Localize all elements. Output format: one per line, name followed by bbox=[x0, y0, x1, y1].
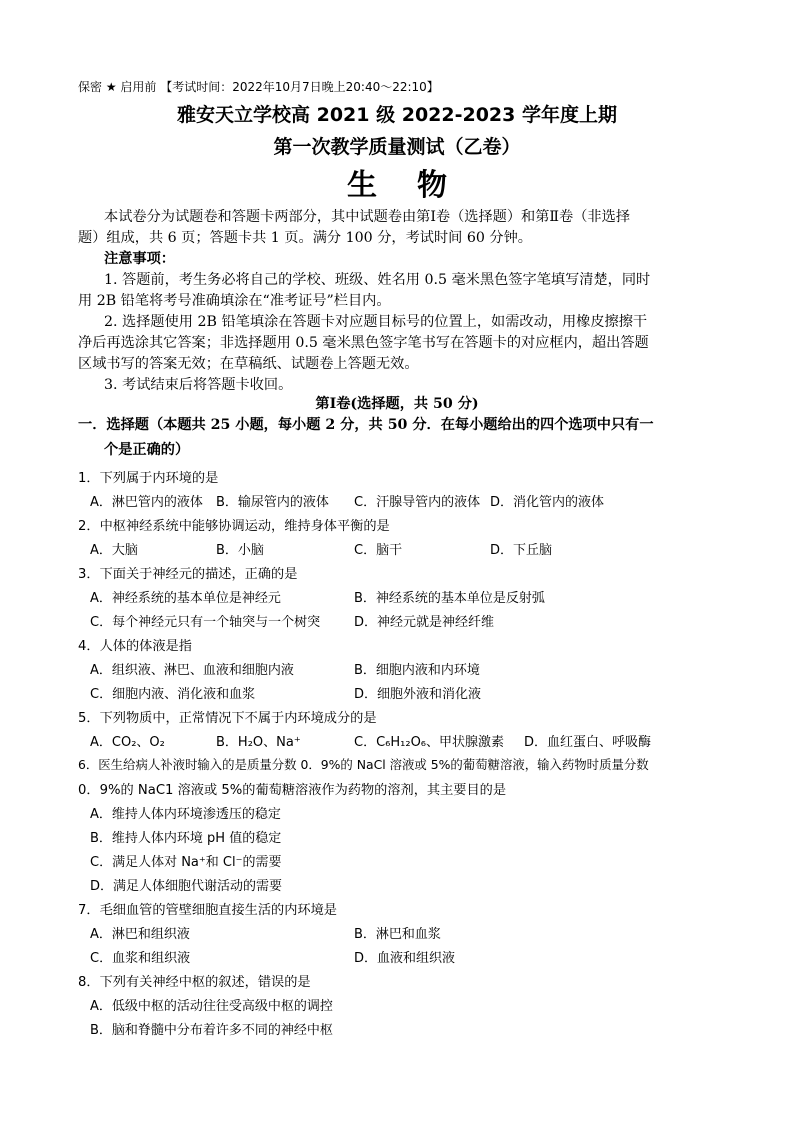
intro-line1: 本试卷分为试题卷和答题卡两部分，其中试题卷由第Ⅰ卷（选择题）和第Ⅱ卷（非选择 bbox=[104, 209, 631, 225]
question-2-option-b: B．小脑 bbox=[216, 543, 264, 558]
note-2-line3: 区域书写的答案无效；在草稿纸、试题卷上答题无效。 bbox=[78, 356, 419, 372]
subject-title: 生物 bbox=[347, 168, 487, 203]
question-1-stem: 1．下列属于内环境的是 bbox=[78, 471, 219, 486]
section-instruction-line1: 一．选择题（本题共 25 小题，每小题 2 分，共 50 分．在每小题给出的四个选项中只有一 bbox=[78, 417, 654, 433]
notes-heading: 注意事项： bbox=[104, 251, 175, 267]
question-3-stem: 3．下面关于神经元的描述，正确的是 bbox=[78, 567, 298, 582]
question-3-option-b: B．神经系统的基本单位是反射弧 bbox=[354, 591, 545, 606]
question-3-option-a: A．神经系统的基本单位是神经元 bbox=[90, 591, 281, 606]
question-3-option-d: D．神经元就是神经纤维 bbox=[354, 615, 495, 630]
question-4-option-c: C．细胞内液、消化液和血浆 bbox=[90, 687, 256, 702]
question-6-option-d: D．满足人体细胞代谢活动的需要 bbox=[90, 879, 283, 894]
question-5-option-d: D．血红蛋白、呼吸酶 bbox=[524, 735, 652, 750]
question-5-option-a: A．CO₂、O₂ bbox=[90, 735, 165, 750]
note-2-line2: 净后再选涂其它答案；非选择题用 0.5 毫米黑色签字笔书写在答题卡的对应框内，超出答题 bbox=[78, 335, 649, 351]
question-1-option-a: A．淋巴管内的液体 bbox=[90, 495, 203, 510]
question-4-option-d: D．细胞外液和消化液 bbox=[354, 687, 482, 702]
question-4-stem: 4．人体的体液是指 bbox=[78, 639, 192, 654]
question-7-option-a: A．淋巴和组织液 bbox=[90, 927, 190, 942]
question-7-option-d: D．血液和组织液 bbox=[354, 951, 456, 966]
intro-line2: 题）组成，共 6 页；答题卡共 1 页。满分 100 分，考试时间 60 分钟。 bbox=[78, 230, 532, 246]
question-6-stem-line1: 6．医生给病人补液时输入的是质量分数 0．9%的 NaCl 溶液或 5%的葡萄糖溶液，输入药物时质量分数 bbox=[78, 757, 649, 772]
question-4-option-a: A．组织液、淋巴、血液和细胞内液 bbox=[90, 663, 294, 678]
question-8-option-a: A．低级中枢的活动往往受高级中枢的调控 bbox=[90, 999, 333, 1014]
confidential-note: 保密 ★ 启用前 【考试时间：2022年10月7日晚上20:40～22:10】 bbox=[78, 80, 439, 94]
note-1-line2: 用 2B 铅笔将考号准确填涂在“准考证号”栏目内。 bbox=[78, 293, 391, 309]
question-6-option-c: C．满足人体对 Na⁺和 Cl⁻的需要 bbox=[90, 855, 282, 870]
question-7-stem: 7．毛细血管的管壁细胞直接生活的内环境是 bbox=[78, 903, 337, 918]
question-6-stem-line2: 0．9%的 NaC1 溶液或 5%的葡萄糖溶液作为药物的溶剂，其主要目的是 bbox=[78, 783, 507, 798]
question-2-option-a: A．大脑 bbox=[90, 543, 138, 558]
question-7-option-c: C．血浆和组织液 bbox=[90, 951, 191, 966]
question-3-option-c: C．每个神经元只有一个轴突与一个树突 bbox=[90, 615, 321, 630]
section-instruction-line2: 个是正确的） bbox=[104, 442, 190, 458]
note-3: 3. 考试结束后将答题卡收回。 bbox=[104, 377, 293, 393]
exam-title-line2: 第一次教学质量测试（乙卷） bbox=[273, 136, 521, 158]
question-6-option-b: B．维持人体内环境 pH 值的稳定 bbox=[90, 831, 282, 846]
question-2-option-d: D．下丘脑 bbox=[490, 543, 553, 558]
question-2-option-c: C．脑干 bbox=[354, 543, 403, 558]
question-8-stem: 8．下列有关神经中枢的叙述，错误的是 bbox=[78, 975, 311, 990]
question-1-option-d: D．消化管内的液体 bbox=[490, 495, 605, 510]
exam-title-line1: 雅安天立学校高 2021 级 2022-2023 学年度上期 bbox=[177, 104, 617, 126]
question-7-option-b: B．淋巴和血浆 bbox=[354, 927, 441, 942]
note-1-line1: 1. 答题前，考生务必将自己的学校、班级、姓名用 0.5 毫米黑色签字笔填写清楚，同时 bbox=[104, 272, 651, 288]
question-8-option-b: B．脑和脊髓中分布着许多不同的神经中枢 bbox=[90, 1023, 333, 1038]
question-4-option-b: B．细胞内液和内环境 bbox=[354, 663, 480, 678]
question-1-option-b: B．输尿管内的液体 bbox=[216, 495, 329, 510]
question-6-option-a: A．维持人体内环境渗透压的稳定 bbox=[90, 807, 281, 822]
section-title: 第Ⅰ卷(选择题，共 50 分) bbox=[315, 396, 479, 412]
question-5-option-b: B．H₂O、Na⁺ bbox=[216, 735, 301, 750]
note-2-line1: 2. 选择题使用 2B 铅笔填涂在答题卡对应题目标号的位置上，如需改动，用橡皮擦擦干 bbox=[104, 314, 648, 330]
question-1-option-c: C．汗腺导管内的液体 bbox=[354, 495, 481, 510]
question-2-stem: 2．中枢神经系统中能够协调运动，维持身体平衡的是 bbox=[78, 519, 390, 534]
question-5-option-c: C．C₆H₁₂O₆、甲状腺激素 bbox=[354, 735, 505, 750]
question-5-stem: 5．下列物质中，正常情况下不属于内环境成分的是 bbox=[78, 711, 377, 726]
